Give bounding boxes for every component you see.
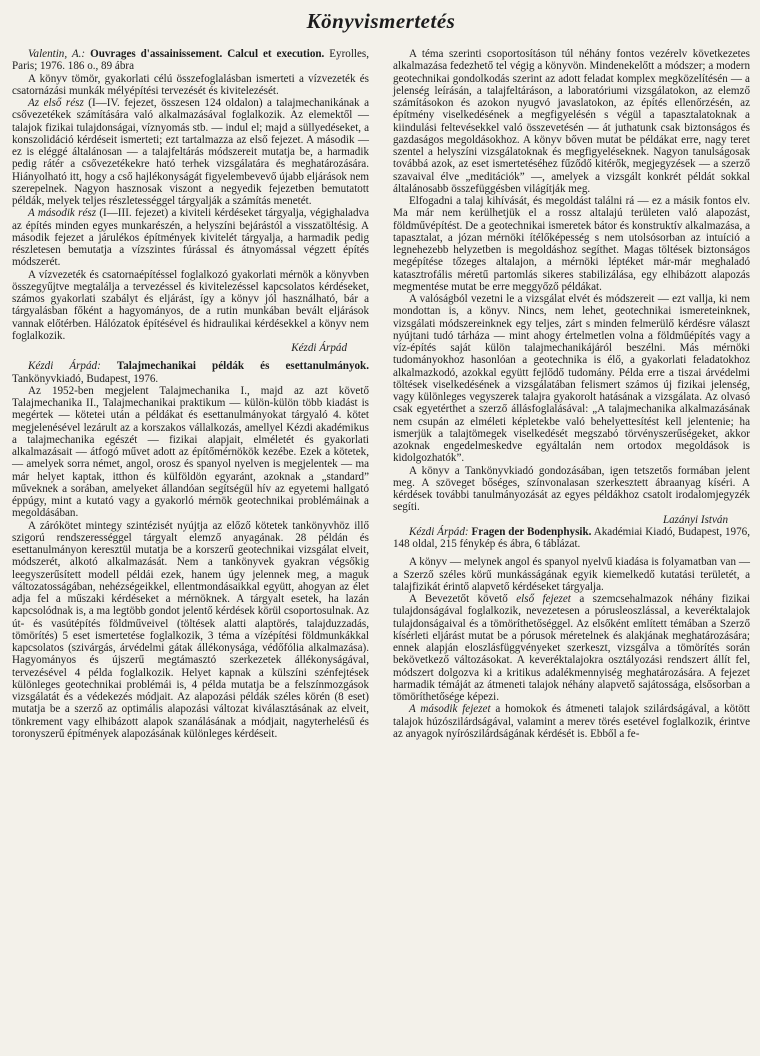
review-1-paragraph-3 <box>12 207 369 268</box>
review-2-paragraph-3: A téma szerinti csoportosításon túl néhány fontos vezérelv következetes alkalmazása fedezhető tel végig a könyvön. Mindenekelőtt a módszer; a modern geotechnikai gondolkodás szerint az adott feladat komplex megközelítésén — a jelenség leírásán, a talajfeltáráson, a laboratóriumi vizsgálatokon, az elemző számításokon és azokon nyugvó javaslatokon, az építés ellenőrzésén, az építmény viselkedésének a megfigyelésén s végül a tapasztalatoknak a kiindulási feltevésekkel való összevetésén — át juthatunk csak biztonságos és gazdaságos megoldásokhoz. A könyv bőven mutat be példákat erre, nagy teret szentel a helyszíni vizsgálatoknak és megfigyeléseknek. Nagyon tanulságosak továbbá azok, az eset ismertetéséhez fűződő kitérők, megjegyzések — a szerző szavaival élve „meditációk” —, amelyek a vizsgált konkrét példát sokkal általánosabb összefüggésben világítják meg. <box>393 48 750 195</box>
review-3-p2-text: a szemcsehalmazok néhány fizikai tulajdonságával foglalkozik, nevezetesen a pórusleoszlással, a keveréktalajok tulajdonságaival és a tömöríthetőséggel. Az elsőként említett témában a Szerző kísérleti eljárást mutat be a pórusok méretelnek és alakjának meghatározására; ennek alapján eloszlásfüggvényeket szerkeszt, vizsgálva a tömörítés során bekövetkező változásokat. A keveréktalajokra osztályozási rendszert állít fel, módszert dolgozva ki a kritikus adalékmennyiség meghatározására. A fejezet harmadik témáját az átmeneti talajok néhány alapvető sajátossága, elsősorban a tömöríthetősége képezi. <box>393 593 750 703</box>
review-3-paragraph-2 <box>393 593 750 703</box>
review-1-p3-emphasis: A második rész <box>28 207 97 220</box>
page-title: Könyvismertetés <box>306 9 456 33</box>
review-2-signature: Lazányi István <box>662 513 728 526</box>
review-1-publisher: Eyrolles, Paris; 1976. 186 o., 89 ábra <box>12 48 370 73</box>
review-2-paragraph-4: Elfogadni a talaj kihívását, és megoldást találni rá — ez a másik fontos elv. Ma már nem kerülhetjük el a rossz altalajú területen való alapozást, földművépítést. De a geotechnikai ismeretek bátor és konstruktív alkalmazása, a tapasztalat, a józan mérnöki ítélőképesség s nem utolsósorban az intuíció a legnehezebb helyzetben is megoldáshoz segíthet. Magas töltések biztonságos megépítése tőzeges altalajon, a mérnöki léptéket már-már meghaladó katasztrofális méretű partomlás sikeres stabilizálása, egy elhibázott alapozás megmentése mutat be erre meggyőző példákat. <box>393 195 750 293</box>
review-2-paragraph-5: A valóságból vezetni le a vizsgálat elvét és módszereit — ezt vallja, ki nem mondottan is, a könyv. Nincs, nem lehet, geotechnikai ismereteinknek, vizsgálati módszereinknek egy teljes, zárt s minden felmerülő kérdésre választ nyújtani tudó tárháza — mint ahogy értelmetlen volna a földműépítés vagy a víz-építés saját külön talajmechanikájáról beszélni. Más mérnöki tudományokhoz hasonlóan a geotechnika is élő, a gyakorlati feladatokhoz alkalmazkodó, azokkal együtt fejlődő tudomány. Példa erre a tiszai árvédelmi töltések viselkedésének a vizsgálatában felismert számos új fizikai jelenség, vagy különleges vegyszerek talajra gyakorolt hatásának a vizsgálata. Az olvasó csak egyetérthet a szerző állásfoglalásával: „A talajmechanika alkalmazásának nem csupán az elméleti képletekbe való behelyettesítést kell jelentenie; ha ismerjük a talajtömegek viselkedését megszabó törvényszerűségeket, akkor azoknak engedelmeskedve egyáltalán nem ortodox megoldások is kidolgozhatók”. <box>393 293 750 465</box>
review-2-author: Kézdi Árpád: <box>28 360 101 373</box>
review-2-paragraph-6: A könyv a Tankönyvkiadó gondozásában, igen tetszetős formában jelent meg. A szöveget bőséges, színvonalasan szerkesztett ábraanyag kíséri. A kérdések további tanulmányozását az egyes példákhoz csatolt irodalomjegyzék segíti. <box>393 464 750 514</box>
right-column <box>393 48 750 740</box>
review-1-book-title: Ouvrages d'assainissement. Calcul et execution. <box>90 48 325 60</box>
review-3-heading <box>393 526 750 551</box>
review-1-author: Valentin, A.: <box>28 48 86 60</box>
review-3-p3-emphasis: A második fejezet <box>409 703 491 716</box>
columns <box>12 48 750 740</box>
review-1-p2-emphasis: Az első rész <box>28 97 84 109</box>
review-3-publisher: Akadémiai Kiadó, Budapest, 1976, 148 oldal, 215 fénykép és ábra, 6 táblázat. <box>393 525 750 550</box>
review-3-p3-text: a homokok és átmeneti talajok szilárdságával, a kötött talajok húzószilárdságával, valamint a merev törés esetével foglalkozik, érintve az anyagok nyírószilárdságának kérdését is. Ebből a fe- <box>393 703 750 740</box>
review-1-paragraph-4: A vízvezeték és csatornaépítéssel foglalkozó gyakorlati mérnök a könyvben összegyűjtve megtalálja a tervezéssel és kivitelezéssel kapcsolatos kérdéseket, számos gyakorlati szabályt és eljárást, így a könyv jól használható, bár a tárgyalásban főként a hagyományos, de a rutin munkában bevált eljárások vannak előtérben. Hálózatok építésével és hidraulikai kérdésekkel a könyv nem foglalkozik. <box>12 268 369 342</box>
review-1-heading <box>12 48 369 73</box>
left-column <box>12 48 369 740</box>
review-1-p3-text: (I—III. fejezet) a kiviteli kérdéseket tárgyalja, végighaladva az építés minden egyes munkarészén, a helyszíni bejárástól a visszatöltésig. A második fejezet a járulékos építmények kivitelét tárgyalja, a harmadik pedig részletesen bemutatja a vízszintes fúrással és átnyomással végzett építés módszerét. <box>12 207 369 269</box>
review-1-paragraph-2 <box>12 97 369 207</box>
review-3-p2-emphasis: első fejezet <box>516 593 571 605</box>
review-3-paragraph-1: A könyv — melynek angol és spanyol nyelvű kiadása is folyamatban van — a Szerző széles körű munkásságának egyik kiemelkedő kutatási területét, a talajfizikát érintő alapvető kérdéseket tárgyalja. <box>393 556 750 593</box>
review-1-signature: Kézdi Árpád <box>291 342 347 354</box>
review-2-paragraph-2: A zárókötet mintegy szintézisét nyújtja az előző kötetek tankönyvhöz illő szigorú rendszerességgel tárgyalt elemző anyagának. 28 példán és esettanulmányon keresztül mutatja be a korszerű geotechnikai vizsgálat elveit, módszerét, alkotó alkalmazását. Nem a tankönyvek gyakran végsőkig leegyszerűsített modell példái ezek, hanem úgy jelennek meg, a maguk változatosságában, nehézségeikkel, ellentmondásaikkal együtt, ahogyan az élet adja fel a műszaki kérdéseket a mérnöknek. A tárgyalt esetek, ha lazán kapcsolódnak is, a ma legtöbb gondot jelentő kérdések körül csoportosulnak. Az út- és vasútépítés földműveivel (töltések alatti alaptörés, talajduzzadás, tömörítés) 5 eset ismertetése foglalkozik, 3 téma a vízépítési földmunkákkal kapcsolatos (szivárgás, árvédelmi gátak állékonysága, védőfólia alkalmazása). Hagyományos és újszerű megtámasztó szerkezetek állékonyságával, tervezésével 4 példa foglalkozik. Helyet kapnak a külszíni szénfejtések különleges geotechnikai problémái is, 4 példa mutatja be a felszínmozgások vizsgálatát és a védekezés módjait. Az alapozási példák széles körén (8 eset) mutatja be a szerző az optimális alapozási változat kiválasztásának az elveit, tönkrement vagy elhibázott alapok szanálásának a módjait, nagyterhelésű és toronyszerű építmények alapozásának különleges kérdéseit. <box>12 519 369 740</box>
review-3-book-title: Fragen der Bodenphysik. <box>471 525 592 538</box>
review-2-book-title: Talajmechanikai példák és esettanulmányok. <box>116 360 369 373</box>
review-3-author: Kézdi Árpád: <box>409 525 469 538</box>
review-3-paragraph-3 <box>393 703 750 740</box>
review-3-p2-prefix: A Bevezetőt követő <box>409 593 517 605</box>
review-2-paragraph-1: Az 1952-ben megjelent Talajmechanika I., majd az azt követő Talajmechanika II., Talajmechanikai praktikum — külön-külön több kiadást is megértek — kötetei után a példákat és esettanulmányokat tárgyaló 4. kötet megjelenésével lezárult az a korszakos vállalkozás, amellyel Kézdi akadémikus a talajmechanika egészét — fizikai alapjait, elméletét és gyakorlati alkalmazásait — átfogó művet adott az építőmérnökök kezébe. Ezek a kötetek, — amelyek sorra német, angol, orosz és spanyol nyelven is megjelentek — ma már helyet kaptak, itthon és külföldön egyaránt, azoknak a „standard” műveknek a sorában, amelyeket állandóan segítségül hív az egyetemi hallgató éppúgy, mint a kutató vagy a gyakorló mérnök geotechnikai problémáinak a megoldásában. <box>12 384 369 520</box>
review-1-paragraph-1: A könyv tömör, gyakorlati célú összefoglalásban ismerteti a vízvezeték és csatornázási munkák mélyépítési tervezését és kivitelezését. <box>12 72 369 97</box>
review-2-publisher: Tankönyvkiadó, Budapest, 1976. <box>12 372 159 385</box>
review-1-p2-text: (I—IV. fejezet, összesen 124 oldalon) a talajmechanikának a csővezetékek számítására való alkalmazásával foglalkozik. Az elemektől — talajok fizikai tulajdonságai, víznyomás stb. — indul el; majd a süllyedéseket, a konszolidáció kérdéseit ismerteti; ezt tartalmazza az első fejezet. A második — ez is eléggé általánosan — a talajfeltárás módszereit mutatja be, a harmadik pedig rátér a csővezetékekre ható terhek vizsgálatára és meghatározására. Hiányolható itt, hogy a cső hajlékonyságát figyelembevevő újabb eljárások nem szerepelnek. Nagyon hasznosak viszont a negyedik fejezetben bemutatott példák, melyek teljes részletességgel tárgyalják a számítás menetét. <box>12 97 369 207</box>
review-2-heading <box>12 360 369 385</box>
